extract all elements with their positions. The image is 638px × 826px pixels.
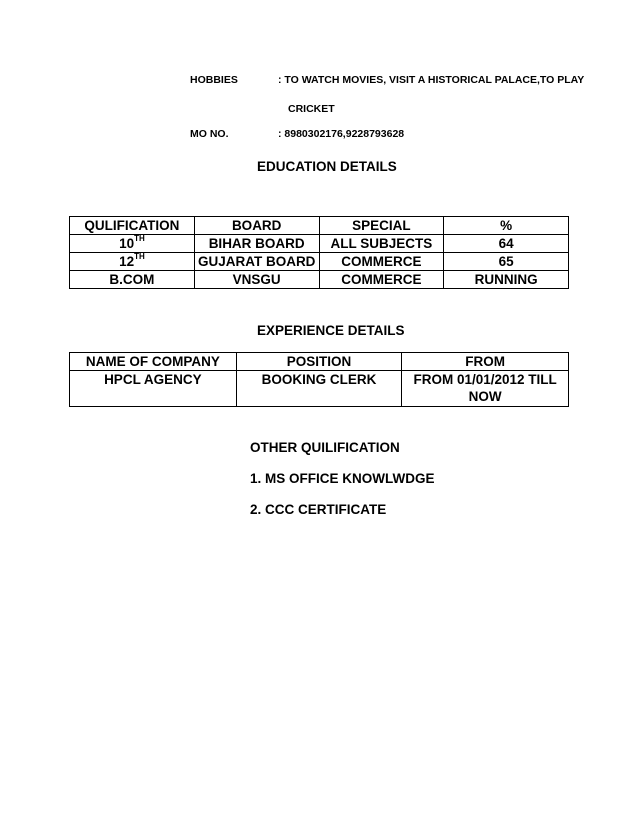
experience-header-row [70,353,569,371]
experience-cell-position: BOOKING CLERK [236,371,402,407]
education-cell-board: GUJARAT BOARD [194,253,319,271]
qualification-text: 12 [119,254,135,269]
hobbies-value-line2: CRICKET [288,103,335,115]
table-row [70,371,569,407]
hobbies-value-line1: : TO WATCH MOVIES, VISIT A HISTORICAL PALACE,TO PLAY [278,74,585,86]
experience-header-from: FROM [402,353,569,371]
experience-header-position: POSITION [236,353,402,371]
mobile-label: MO NO. [190,128,229,140]
education-header-percent: % [444,217,569,235]
other-qualification-heading: OTHER QUILIFICATION [250,440,400,455]
qualification-text: 10 [119,236,135,251]
education-cell-qualification [70,253,195,271]
education-header-qualification: QULIFICATION [70,217,195,235]
hobbies-label: HOBBIES [190,74,238,86]
other-qualification-item: 1. MS OFFICE KNOWLWDGE [250,471,435,486]
mobile-value: : 8980302176,9228793628 [278,128,405,140]
education-cell-percent: 64 [444,235,569,253]
education-cell-percent: 65 [444,253,569,271]
education-header-row [70,217,569,235]
education-cell-special: COMMERCE [319,271,444,289]
from-line2: NOW [468,389,502,404]
education-cell-qualification [70,235,195,253]
education-header-board: BOARD [194,217,319,235]
education-cell-percent: RUNNING [444,271,569,289]
qualification-superscript: TH [134,251,145,261]
from-line1: FROM 01/01/2012 TILL [413,372,557,387]
education-cell-board: BIHAR BOARD [194,235,319,253]
other-qualification-item: 2. CCC CERTIFICATE [250,502,387,517]
education-heading: EDUCATION DETAILS [257,159,397,174]
table-row [70,235,569,253]
table-row [70,253,569,271]
qualification-superscript: TH [134,233,145,243]
education-cell-special: ALL SUBJECTS [319,235,444,253]
education-cell-board: VNSGU [194,271,319,289]
education-cell-qualification: B.COM [70,271,195,289]
table-row [70,271,569,289]
education-table [69,216,569,289]
education-cell-special: COMMERCE [319,253,444,271]
experience-cell-company: HPCL AGENCY [70,371,237,407]
experience-cell-from [402,371,569,407]
experience-header-company: NAME OF COMPANY [70,353,237,371]
experience-heading: EXPERIENCE DETAILS [257,323,405,338]
experience-table [69,352,569,407]
education-header-special: SPECIAL [319,217,444,235]
